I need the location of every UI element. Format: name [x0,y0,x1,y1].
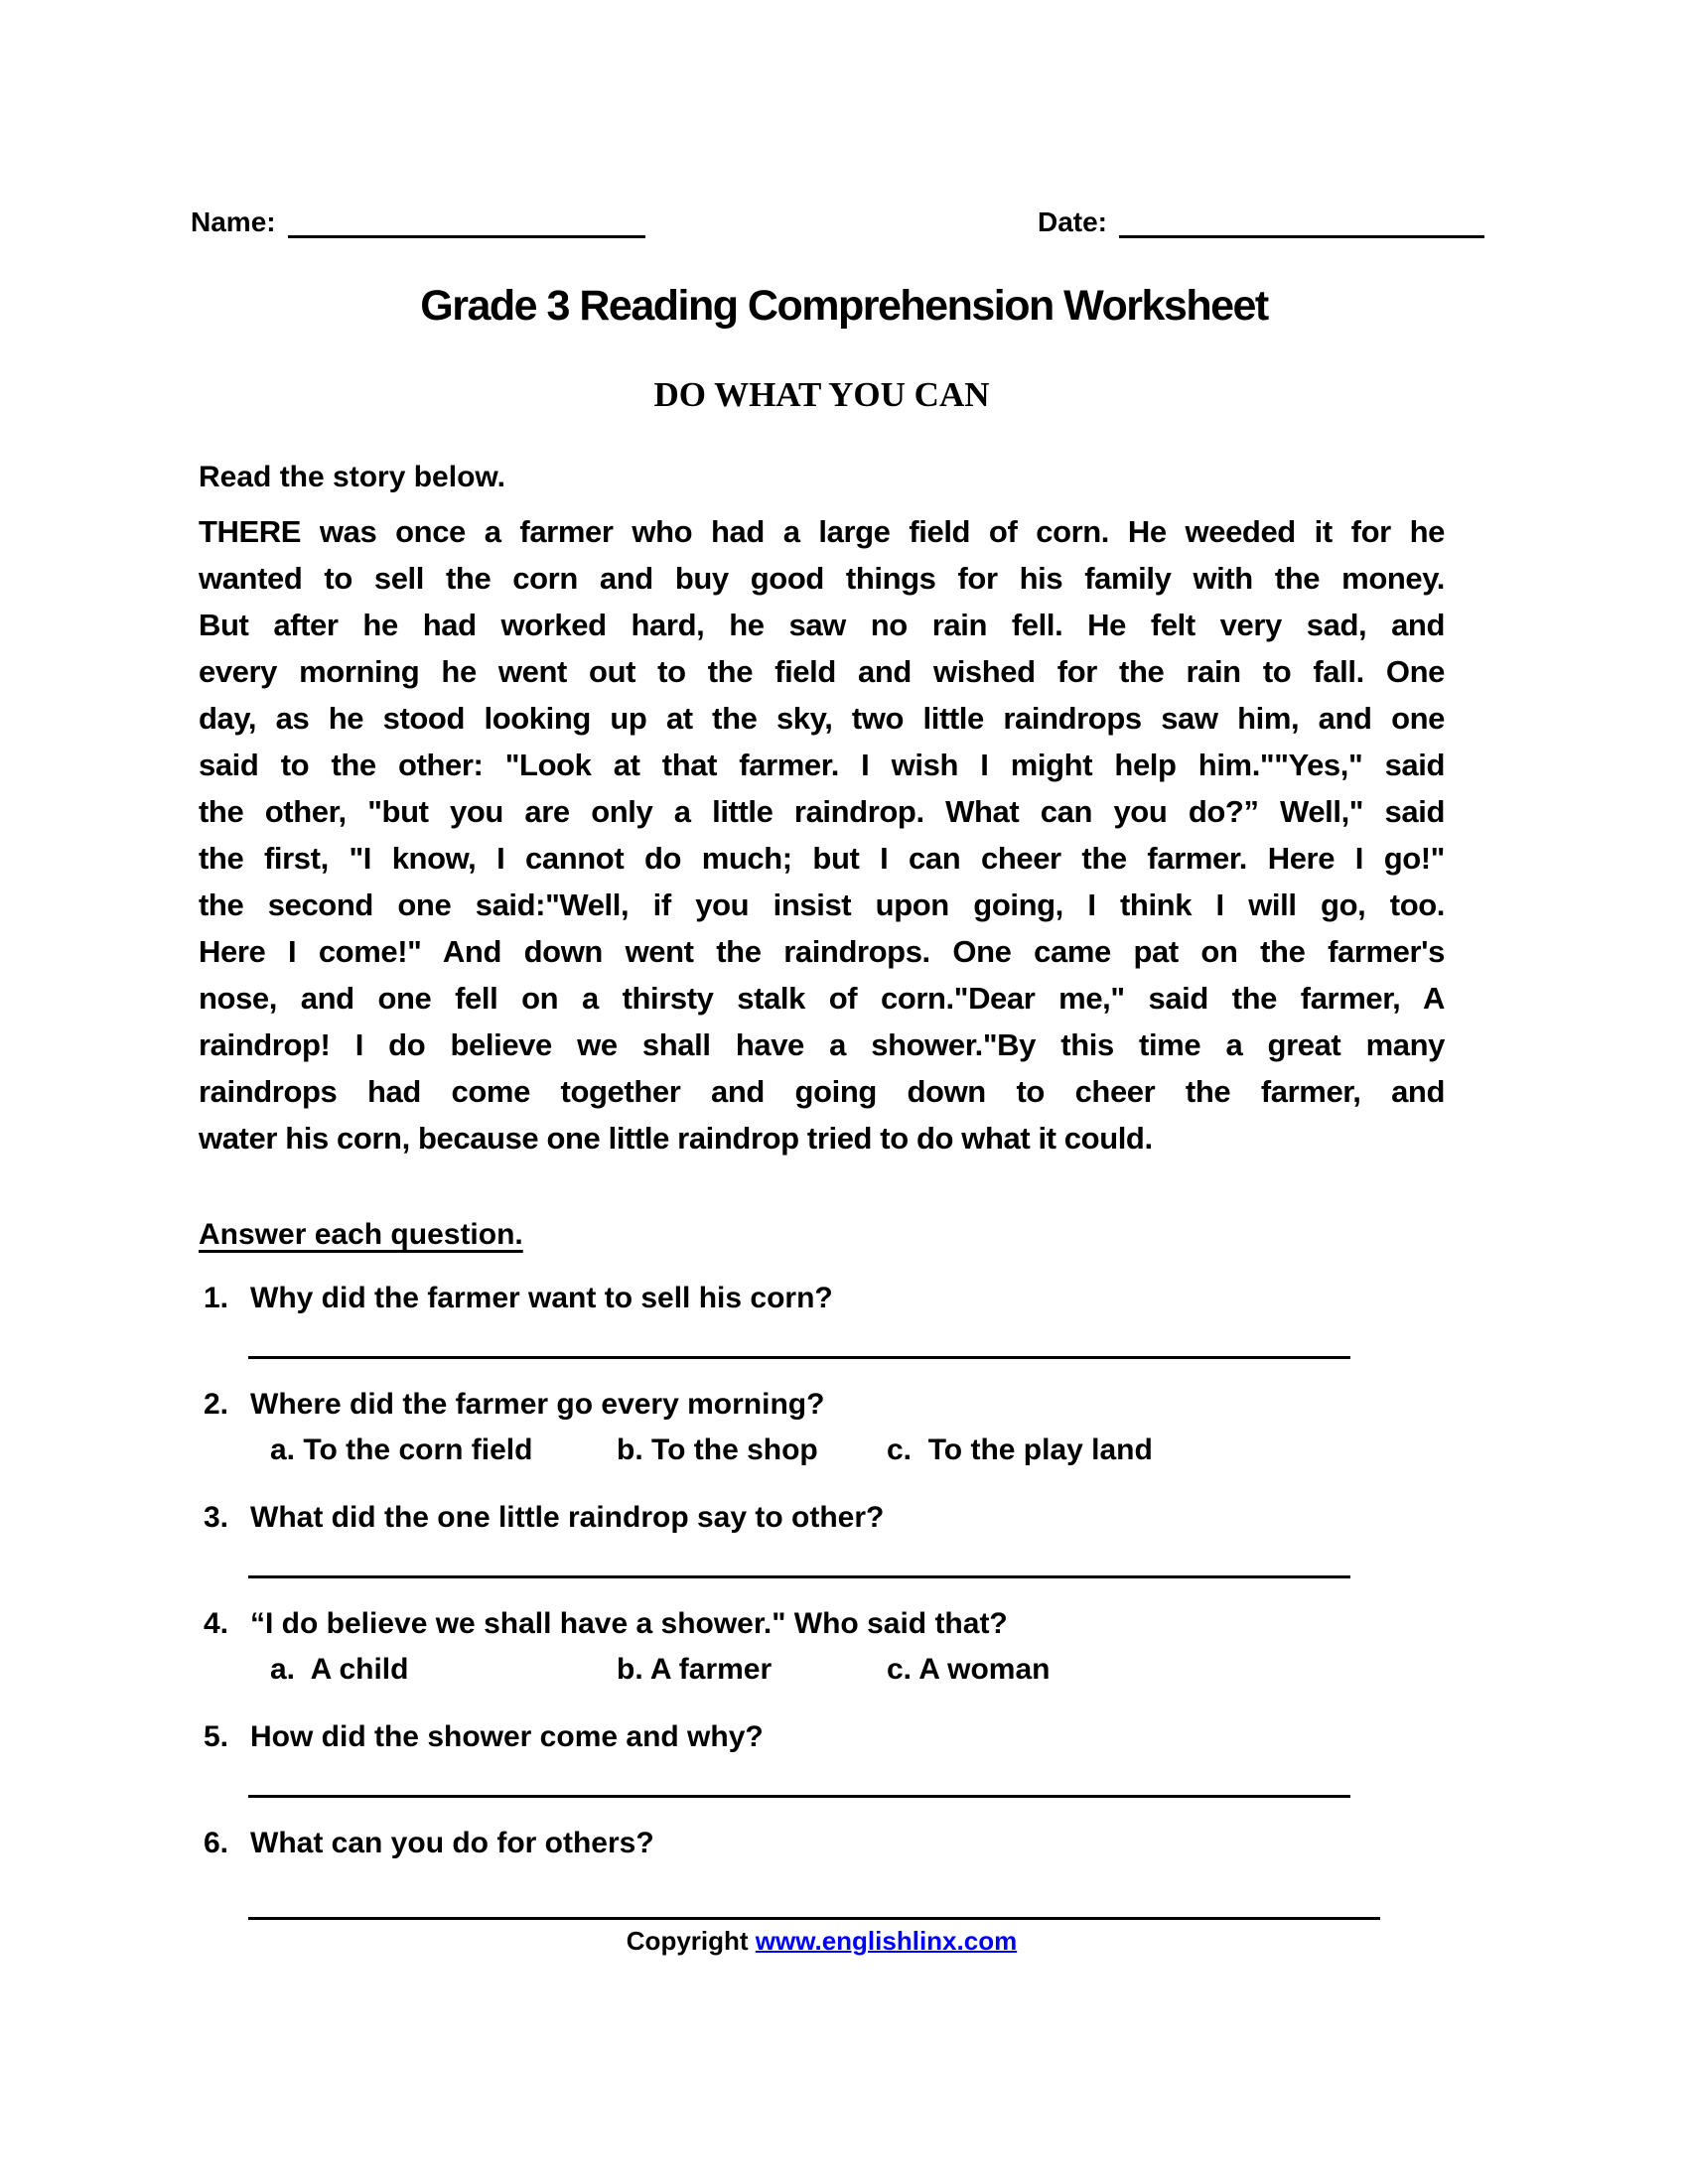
story-line: raindrop! I do believe we shall have a shower."By this time a great many [199,1027,1445,1062]
story-paragraph [199,508,1445,1161]
date-label: Date: [1037,206,1107,237]
question-row [204,1602,1445,1646]
option-choice: c. To the play land [887,1433,1153,1466]
question-row [204,1277,1445,1320]
question-number: 6. [204,1827,229,1859]
story-line: THERE was once a farmer who had a large field of corn. He weeded it for he [199,514,1445,549]
story-line: day, as he stood looking up at the sky, two little raindrops saw him, and one [199,701,1445,736]
question-number: 3. [204,1501,229,1534]
question-text: What did the one little raindrop say to other? [250,1501,885,1534]
story-line: the second one said:"Well, if you insist upon going, I think I will go, too. [199,887,1445,922]
date-blank-line [1119,227,1484,238]
option-choice: c. A woman [887,1653,1051,1686]
question-text: How did the shower come and why? [250,1720,764,1753]
story-line: nose, and one fell on a thirsty stalk of corn."Dear me," said the farmer, A [199,981,1445,1016]
question-row [204,1383,1445,1427]
story-line: the other, "but you are only a little raindrop. What can you do?” Well," said [199,794,1445,829]
footer [199,1925,1445,1957]
copyright-label: Copyright [626,1926,756,1956]
question-text: Where did the farmer go every morning? [250,1388,825,1421]
story-line: said to the other: "Look at that farmer. I wish I might help him.""Yes," said [199,748,1445,782]
story-line: Here I come!" And down went the raindrops. One came pat on the farmer's [199,934,1445,969]
question-row [204,1496,1445,1540]
answer-instruction: Answer each question. [199,1218,523,1251]
options-row [270,1429,1688,1472]
question-number: 1. [204,1282,229,1314]
story-title: DO WHAT YOU CAN [653,375,990,414]
question-number: 5. [204,1720,229,1753]
option-choice: b. To the shop [617,1433,818,1466]
copyright-link[interactable]: www.englishlinx.com [755,1926,1018,1956]
story-line: every morning he went out to the field and wished for the rain to fall. One [199,654,1445,689]
read-instruction: Read the story below. [199,461,505,493]
question-text: What can you do for others? [250,1827,654,1859]
question-number: 2. [204,1388,229,1421]
answer-blank-line [248,1575,1350,1578]
name-label: Name: [191,206,276,237]
question-row [204,1715,1445,1759]
option-choice: a. To the corn field [270,1433,533,1466]
answer-blank-line [248,1795,1350,1798]
answer-blank-line [248,1356,1350,1359]
story-line: the first, "I know, I cannot do much; but I can cheer the farmer. Here I go!" [199,841,1445,876]
story-line: wanted to sell the corn and buy good things for his family with the money. [199,561,1445,596]
answer-blank-line [248,1917,1380,1920]
option-choice: b. A farmer [617,1653,773,1686]
options-row [270,1648,1688,1692]
story-line: raindrops had come together and going down to cheer the farmer, and [199,1074,1445,1109]
page-title: Grade 3 Reading Comprehension Worksheet [420,282,1268,330]
story-line: But after he had worked hard, he saw no rain fell. He felt very sad, and [199,608,1445,642]
questions-list [0,1277,1688,1920]
question-number: 4. [204,1607,229,1640]
question-row [204,1822,1445,1865]
option-choice: a. A child [270,1653,409,1686]
name-blank-line [288,227,645,238]
header [191,0,1484,239]
question-text: “I do believe we shall have a shower." Who said that? [250,1607,1008,1640]
question-text: Why did the farmer want to sell his corn? [250,1282,833,1314]
story-line: water his corn, because one little raindrop tried to do what it could. [199,1121,1153,1156]
